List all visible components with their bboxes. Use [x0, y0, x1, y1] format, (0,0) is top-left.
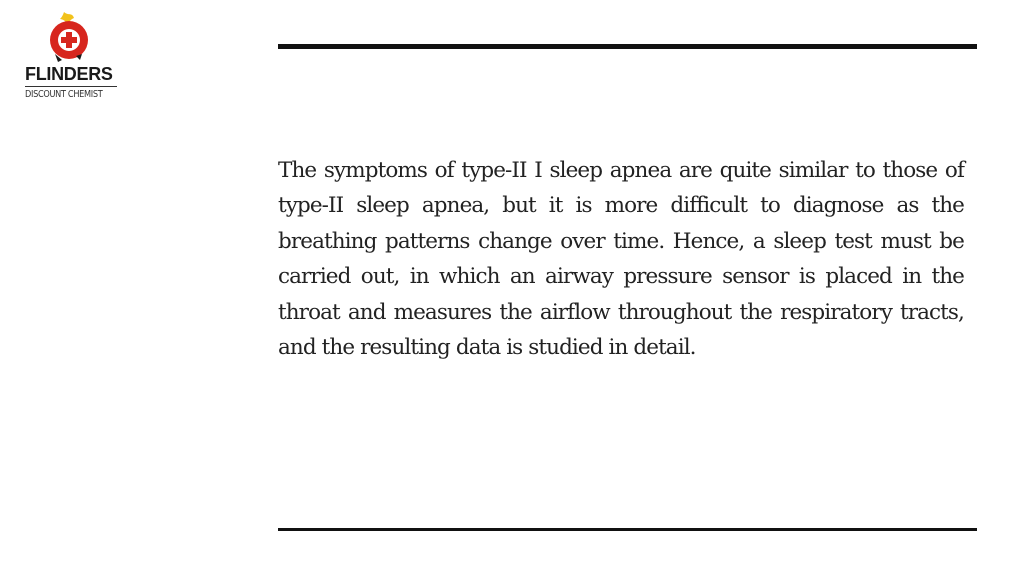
logo-tagline: DISCOUNT CHEMIST [25, 89, 103, 100]
flinders-logo [22, 10, 122, 110]
body-paragraph: The symptoms of type-II I sleep apnea are quite similar to those of type-II sleep apnea, but it is more difficult to diagnose as the breathing patterns change over time. Hence, a sleep test must be carried out, in which an airway pressure sensor is placed in the throat and measures the airflow throughout the respiratory tracts, and the resulting data is studied in detail. [278, 158, 964, 361]
logo-mark-icon [46, 10, 92, 66]
bottom-divider [278, 528, 977, 531]
logo-name: FLINDERS [25, 64, 113, 84]
top-divider [278, 44, 977, 49]
logo-divider [25, 86, 117, 87]
